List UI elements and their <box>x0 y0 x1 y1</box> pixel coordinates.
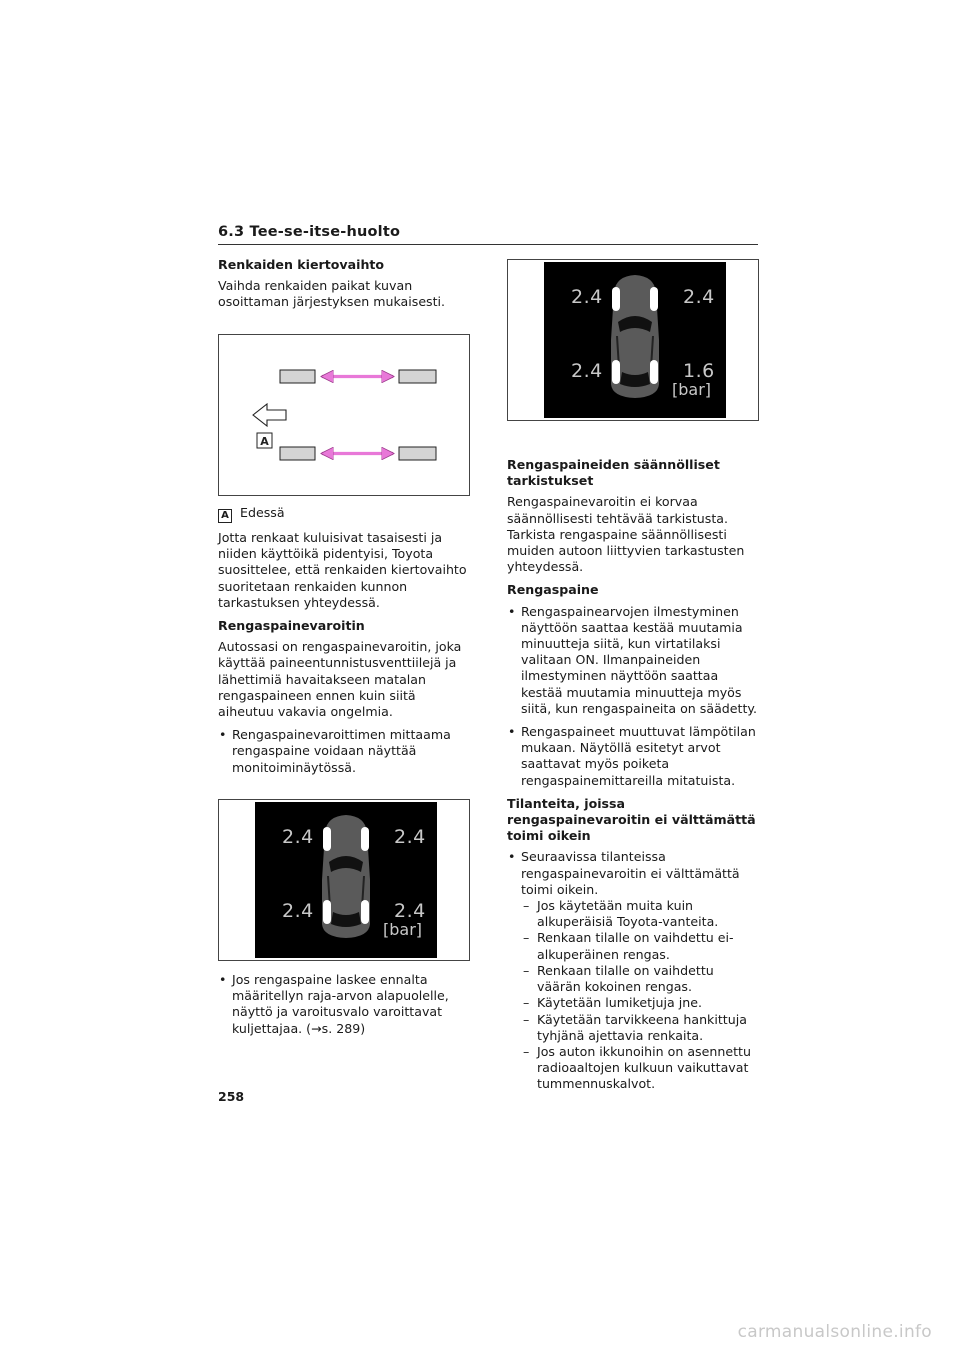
pressure-heading: Rengaspaine <box>507 582 599 598</box>
legend-line <box>218 505 470 523</box>
situations-heading: Tilanteita, joissa rengaspainevaroitin ei välttämättä toimi oikein <box>507 795 756 844</box>
tire-rl-icon <box>323 900 331 924</box>
left-column-middle <box>218 505 470 783</box>
left-column-top <box>218 257 470 318</box>
front-direction-arrow-icon <box>253 404 286 426</box>
section-title: 6.3 Tee-se-itse-huolto <box>218 224 401 240</box>
pressure-front-left: 2.4 <box>282 826 314 848</box>
situation-item: – Käytetään tarvikkeena hankittuja tyhjänä ajettavia renkaita. <box>507 1012 759 1044</box>
bullet-monitor: • Rengaspainevaroittimen mittaama rengaspaine voidaan näyttää monitoiminäytössä. <box>218 727 470 776</box>
rotation-figure <box>218 334 470 496</box>
watermark: carmanualsonline.info <box>737 1322 932 1342</box>
left-column-bottom <box>218 972 470 1044</box>
situation-item: – Renkaan tilalle on vaihdettu väärän kokoinen rengas. <box>507 963 759 995</box>
unit-label: [bar] <box>383 920 423 939</box>
tire-display-panel-1 <box>255 802 437 958</box>
tire-rear-left <box>280 447 315 460</box>
pressure-rear-right: 2.4 <box>394 900 426 922</box>
pressure-front-right: 2.4 <box>683 286 715 308</box>
tire-fr-icon <box>361 827 369 851</box>
pressure-rear-right: 1.6 <box>683 360 715 382</box>
tire-fl-icon <box>612 287 620 311</box>
rotation-text-2: Jotta renkaat kuluisivat tasaisesti ja niiden käyttöikä pidentyisi, Toyota suosittelee, että renkaiden kiertovaihto suoritetaan renkaiden kunnon tarkastuksen yhteydessä. <box>218 530 467 610</box>
warning-text: Autossasi on rengaspainevaroitin, joka käyttää paineentunnistusventtiilejä ja lähettimiä havaitakseen matalan rengaspaineen ennen kuin siitä aiheutuu vakavia ongelmia. <box>218 639 462 720</box>
pressure-bullet-2: • Rengaspaineet muuttuvat lämpötilan mukaan. Näytöllä esitetyt arvot saattavat myös poiketa rengaspainemittareilla mitatuista. <box>507 724 759 789</box>
situation-item: – Jos auton ikkunoihin on asennettu radioaaltojen kulkuun vaikuttavat tummennuskalvot. <box>507 1044 759 1093</box>
tire-front-right <box>399 370 436 383</box>
header-rule <box>218 244 758 245</box>
rotation-diagram <box>219 335 469 495</box>
tire-display-panel-2 <box>544 262 726 418</box>
right-column <box>507 457 759 1093</box>
page-number: 258 <box>218 1089 245 1104</box>
tire-fr-icon <box>650 287 658 311</box>
pressure-front-right: 2.4 <box>394 826 426 848</box>
tire-front-left <box>280 370 315 383</box>
checks-heading: Rengaspaineiden säännölliset tarkistukset <box>507 457 720 489</box>
legend-text: Edessä <box>240 505 285 520</box>
checks-text: Rengaspainevaroitin ei korvaa säännöllisesti tehtävää tarkistusta. Tarkista rengaspaine säännöllisesti muiden autoon liittyvien tarkastusten yhteydessä. <box>507 494 745 575</box>
pressure-front-left: 2.4 <box>571 286 603 308</box>
situation-item: – Renkaan tilalle on vaihdettu ei-alkuperäinen rengas. <box>507 930 759 962</box>
label-a: A <box>260 435 269 448</box>
unit-label: [bar] <box>672 380 712 399</box>
situation-item: – Jos käytetään muita kuin alkuperäisiä Toyota-vanteita. <box>507 898 759 930</box>
rotation-heading: Renkaiden kiertovaihto <box>218 257 385 272</box>
pressure-rear-left: 2.4 <box>571 360 603 382</box>
tire-display-figure-1 <box>218 799 470 961</box>
tire-rl-icon <box>612 360 620 384</box>
tire-rr-icon <box>650 360 658 384</box>
tire-rear-right <box>399 447 436 460</box>
pressure-bullet-1: • Rengaspainearvojen ilmestyminen näyttöön saattaa kestää muutamia minuutteja siitä, kun virtatilaksi valitaan ON. Ilmanpaineiden ilmestyminen näyttöön saattaa kestää muutamia minuutteja myös siitä, kun rengaspaineita on säädetty. <box>507 604 759 717</box>
legend-tag: A <box>218 509 232 523</box>
rotation-text: Vaihda renkaiden paikat kuvan osoittaman järjestyksen mukaisesti. <box>218 278 446 310</box>
situations-bullet: • Seuraavissa tilanteissa rengaspainevaroitin ei välttämättä toimi oikein. <box>507 849 759 898</box>
pressure-rear-left: 2.4 <box>282 900 314 922</box>
tire-rr-icon <box>361 900 369 924</box>
tire-display-figure-2 <box>507 259 759 421</box>
warning-heading: Rengaspainevaroitin <box>218 618 365 634</box>
situation-item: – Käytetään lumiketjuja jne. <box>507 995 759 1011</box>
tire-fl-icon <box>323 827 331 851</box>
bullet-warning: • Jos rengaspaine laskee ennalta määritellyn raja-arvon alapuolelle, näyttö ja varoitusvalo varoittavat kuljettajaa. (→s. 289) <box>218 972 470 1037</box>
